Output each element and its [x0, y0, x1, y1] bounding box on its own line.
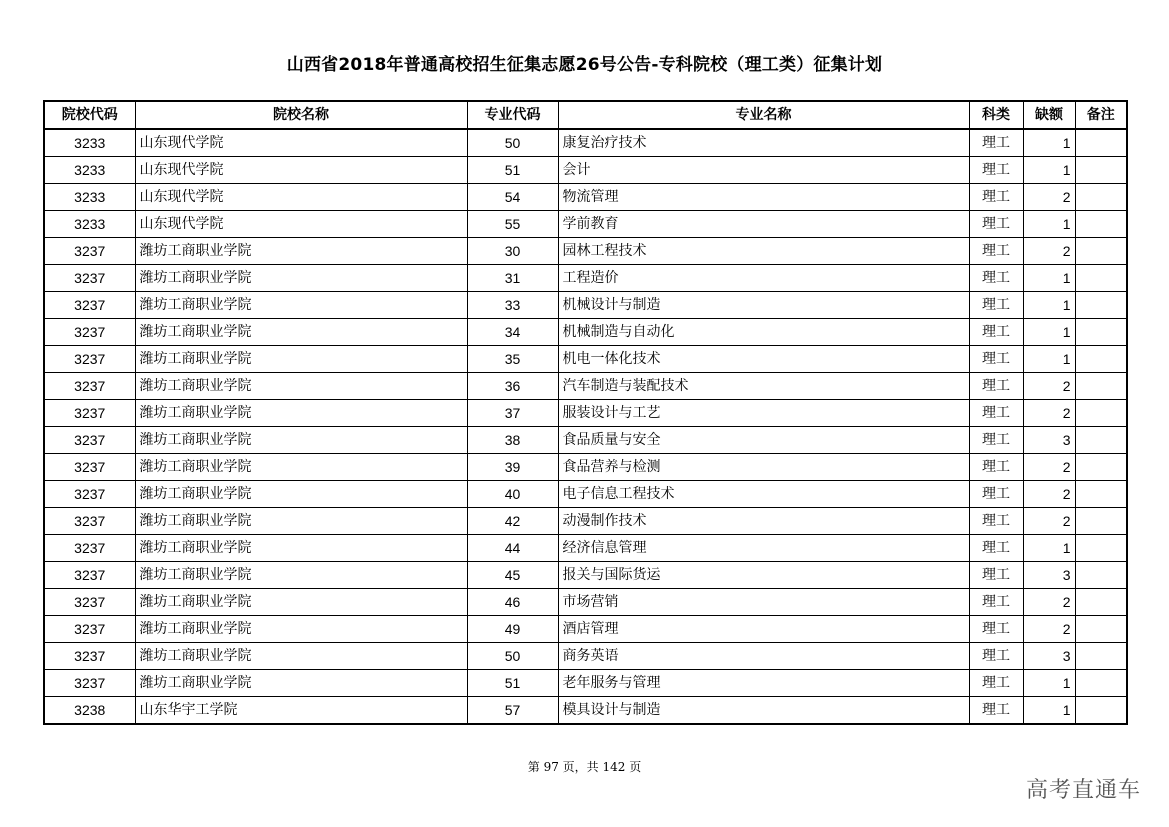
- cell-category: 理工: [969, 427, 1023, 454]
- cell-school-name: 潍坊工商职业学院: [135, 265, 467, 292]
- cell-vacancy: 1: [1023, 129, 1075, 157]
- cell-school-name: 潍坊工商职业学院: [135, 427, 467, 454]
- column-header-major-code: 专业代码: [467, 101, 558, 129]
- table-header-row: [44, 101, 1127, 129]
- cell-school-code: 3233: [44, 184, 135, 211]
- cell-category: 理工: [969, 481, 1023, 508]
- table-row: [44, 319, 1127, 346]
- cell-remark: [1075, 697, 1127, 725]
- cell-remark: [1075, 508, 1127, 535]
- table-row: [44, 508, 1127, 535]
- cell-school-code: 3237: [44, 400, 135, 427]
- cell-remark: [1075, 292, 1127, 319]
- cell-school-name: 潍坊工商职业学院: [135, 481, 467, 508]
- cell-school-name: 潍坊工商职业学院: [135, 589, 467, 616]
- cell-category: 理工: [969, 319, 1023, 346]
- cell-school-name: 潍坊工商职业学院: [135, 616, 467, 643]
- table-row: [44, 211, 1127, 238]
- cell-major-name: 市场营销: [558, 589, 969, 616]
- cell-school-name: 潍坊工商职业学院: [135, 400, 467, 427]
- cell-remark: [1075, 562, 1127, 589]
- cell-major-name: 电子信息工程技术: [558, 481, 969, 508]
- cell-school-name: 潍坊工商职业学院: [135, 373, 467, 400]
- cell-major-code: 51: [467, 157, 558, 184]
- cell-major-name: 商务英语: [558, 643, 969, 670]
- cell-school-code: 3237: [44, 508, 135, 535]
- cell-remark: [1075, 616, 1127, 643]
- cell-major-name: 机械制造与自动化: [558, 319, 969, 346]
- cell-major-name: 动漫制作技术: [558, 508, 969, 535]
- table-row: [44, 373, 1127, 400]
- cell-category: 理工: [969, 454, 1023, 481]
- table-row: [44, 697, 1127, 725]
- cell-major-name: 会计: [558, 157, 969, 184]
- column-header-remark: 备注: [1075, 101, 1127, 129]
- table-row: [44, 589, 1127, 616]
- cell-school-code: 3233: [44, 157, 135, 184]
- table-row: [44, 292, 1127, 319]
- column-header-school-code: 院校代码: [44, 101, 135, 129]
- cell-major-name: 食品营养与检测: [558, 454, 969, 481]
- cell-remark: [1075, 319, 1127, 346]
- cell-vacancy: 3: [1023, 562, 1075, 589]
- cell-vacancy: 1: [1023, 211, 1075, 238]
- cell-category: 理工: [969, 373, 1023, 400]
- cell-school-name: 潍坊工商职业学院: [135, 643, 467, 670]
- cell-school-name: 山东华宇工学院: [135, 697, 467, 725]
- cell-major-name: 经济信息管理: [558, 535, 969, 562]
- table-row: [44, 643, 1127, 670]
- table-row: [44, 616, 1127, 643]
- cell-vacancy: 2: [1023, 481, 1075, 508]
- cell-category: 理工: [969, 535, 1023, 562]
- table-row: [44, 427, 1127, 454]
- page-title: 山西省2018年普通高校招生征集志愿26号公告-专科院校（理工类）征集计划: [286, 55, 883, 75]
- cell-school-name: 山东现代学院: [135, 184, 467, 211]
- cell-category: 理工: [969, 508, 1023, 535]
- cell-major-name: 物流管理: [558, 184, 969, 211]
- cell-vacancy: 1: [1023, 319, 1075, 346]
- cell-major-code: 36: [467, 373, 558, 400]
- cell-category: 理工: [969, 129, 1023, 157]
- cell-school-name: 山东现代学院: [135, 129, 467, 157]
- table-row: [44, 346, 1127, 373]
- cell-school-code: 3237: [44, 346, 135, 373]
- cell-major-code: 33: [467, 292, 558, 319]
- cell-remark: [1075, 346, 1127, 373]
- cell-school-name: 潍坊工商职业学院: [135, 535, 467, 562]
- enrollment-plan-table: [43, 100, 1128, 725]
- cell-remark: [1075, 535, 1127, 562]
- cell-vacancy: 2: [1023, 589, 1075, 616]
- cell-remark: [1075, 373, 1127, 400]
- cell-school-code: 3237: [44, 454, 135, 481]
- column-header-school-name: 院校名称: [135, 101, 467, 129]
- cell-school-name: 潍坊工商职业学院: [135, 292, 467, 319]
- cell-major-code: 49: [467, 616, 558, 643]
- cell-category: 理工: [969, 211, 1023, 238]
- cell-vacancy: 1: [1023, 265, 1075, 292]
- cell-major-code: 55: [467, 211, 558, 238]
- cell-major-code: 31: [467, 265, 558, 292]
- cell-category: 理工: [969, 643, 1023, 670]
- cell-major-code: 46: [467, 589, 558, 616]
- cell-school-name: 潍坊工商职业学院: [135, 562, 467, 589]
- cell-school-code: 3237: [44, 481, 135, 508]
- column-header-vacancy: 缺额: [1023, 101, 1075, 129]
- cell-major-code: 39: [467, 454, 558, 481]
- cell-category: 理工: [969, 400, 1023, 427]
- cell-major-code: 44: [467, 535, 558, 562]
- table-row: [44, 670, 1127, 697]
- cell-major-code: 34: [467, 319, 558, 346]
- cell-school-name: 潍坊工商职业学院: [135, 508, 467, 535]
- cell-school-code: 3233: [44, 129, 135, 157]
- cell-major-code: 30: [467, 238, 558, 265]
- cell-major-code: 37: [467, 400, 558, 427]
- table-row: [44, 238, 1127, 265]
- cell-major-code: 54: [467, 184, 558, 211]
- cell-vacancy: 3: [1023, 643, 1075, 670]
- cell-school-name: 潍坊工商职业学院: [135, 346, 467, 373]
- table-row: [44, 454, 1127, 481]
- cell-vacancy: 1: [1023, 670, 1075, 697]
- cell-remark: [1075, 589, 1127, 616]
- cell-major-name: 工程造价: [558, 265, 969, 292]
- table-row: [44, 184, 1127, 211]
- cell-vacancy: 1: [1023, 535, 1075, 562]
- table-row: [44, 157, 1127, 184]
- cell-major-code: 38: [467, 427, 558, 454]
- cell-major-code: 50: [467, 643, 558, 670]
- table-row: [44, 481, 1127, 508]
- cell-school-code: 3238: [44, 697, 135, 725]
- cell-vacancy: 2: [1023, 184, 1075, 211]
- cell-school-name: 潍坊工商职业学院: [135, 238, 467, 265]
- cell-school-code: 3233: [44, 211, 135, 238]
- cell-major-code: 57: [467, 697, 558, 725]
- cell-school-name: 潍坊工商职业学院: [135, 670, 467, 697]
- cell-major-name: 酒店管理: [558, 616, 969, 643]
- cell-vacancy: 1: [1023, 292, 1075, 319]
- cell-school-code: 3237: [44, 616, 135, 643]
- cell-school-code: 3237: [44, 292, 135, 319]
- cell-school-code: 3237: [44, 589, 135, 616]
- column-header-category: 科类: [969, 101, 1023, 129]
- cell-school-code: 3237: [44, 427, 135, 454]
- cell-category: 理工: [969, 346, 1023, 373]
- cell-category: 理工: [969, 157, 1023, 184]
- cell-major-code: 51: [467, 670, 558, 697]
- cell-remark: [1075, 129, 1127, 157]
- cell-remark: [1075, 427, 1127, 454]
- cell-vacancy: 1: [1023, 697, 1075, 725]
- watermark-text: 高考直通车: [1025, 778, 1141, 803]
- cell-remark: [1075, 670, 1127, 697]
- cell-major-code: 42: [467, 508, 558, 535]
- cell-remark: [1075, 238, 1127, 265]
- cell-major-name: 康复治疗技术: [558, 129, 969, 157]
- cell-school-code: 3237: [44, 265, 135, 292]
- cell-school-code: 3237: [44, 643, 135, 670]
- cell-category: 理工: [969, 616, 1023, 643]
- cell-school-code: 3237: [44, 319, 135, 346]
- page-footer: 第 97 页，共 142 页: [527, 760, 642, 774]
- table-row: [44, 129, 1127, 157]
- cell-major-code: 45: [467, 562, 558, 589]
- cell-vacancy: 1: [1023, 346, 1075, 373]
- cell-major-code: 50: [467, 129, 558, 157]
- cell-vacancy: 1: [1023, 157, 1075, 184]
- cell-school-code: 3237: [44, 373, 135, 400]
- cell-school-name: 潍坊工商职业学院: [135, 319, 467, 346]
- cell-school-code: 3237: [44, 670, 135, 697]
- cell-major-code: 40: [467, 481, 558, 508]
- table-row: [44, 400, 1127, 427]
- cell-remark: [1075, 643, 1127, 670]
- cell-major-name: 模具设计与制造: [558, 697, 969, 725]
- cell-major-name: 学前教育: [558, 211, 969, 238]
- cell-major-name: 老年服务与管理: [558, 670, 969, 697]
- cell-school-name: 潍坊工商职业学院: [135, 454, 467, 481]
- cell-remark: [1075, 400, 1127, 427]
- cell-category: 理工: [969, 238, 1023, 265]
- cell-school-code: 3237: [44, 238, 135, 265]
- cell-school-code: 3237: [44, 535, 135, 562]
- cell-major-name: 机电一体化技术: [558, 346, 969, 373]
- cell-major-name: 汽车制造与装配技术: [558, 373, 969, 400]
- cell-remark: [1075, 211, 1127, 238]
- cell-major-code: 35: [467, 346, 558, 373]
- cell-remark: [1075, 481, 1127, 508]
- cell-major-name: 食品质量与安全: [558, 427, 969, 454]
- cell-category: 理工: [969, 589, 1023, 616]
- cell-school-name: 山东现代学院: [135, 211, 467, 238]
- table-body: [44, 129, 1127, 724]
- column-header-major-name: 专业名称: [558, 101, 969, 129]
- cell-vacancy: 2: [1023, 373, 1075, 400]
- cell-major-name: 园林工程技术: [558, 238, 969, 265]
- cell-school-code: 3237: [44, 562, 135, 589]
- table-row: [44, 535, 1127, 562]
- cell-remark: [1075, 265, 1127, 292]
- cell-category: 理工: [969, 265, 1023, 292]
- cell-vacancy: 2: [1023, 400, 1075, 427]
- cell-major-name: 机械设计与制造: [558, 292, 969, 319]
- cell-school-name: 山东现代学院: [135, 157, 467, 184]
- cell-category: 理工: [969, 697, 1023, 725]
- cell-vacancy: 2: [1023, 616, 1075, 643]
- cell-vacancy: 2: [1023, 508, 1075, 535]
- cell-vacancy: 2: [1023, 238, 1075, 265]
- cell-remark: [1075, 157, 1127, 184]
- table-row: [44, 562, 1127, 589]
- cell-category: 理工: [969, 184, 1023, 211]
- cell-major-name: 报关与国际货运: [558, 562, 969, 589]
- cell-remark: [1075, 184, 1127, 211]
- cell-category: 理工: [969, 562, 1023, 589]
- cell-major-name: 服装设计与工艺: [558, 400, 969, 427]
- cell-remark: [1075, 454, 1127, 481]
- cell-vacancy: 2: [1023, 454, 1075, 481]
- cell-vacancy: 3: [1023, 427, 1075, 454]
- table-row: [44, 265, 1127, 292]
- cell-category: 理工: [969, 292, 1023, 319]
- cell-category: 理工: [969, 670, 1023, 697]
